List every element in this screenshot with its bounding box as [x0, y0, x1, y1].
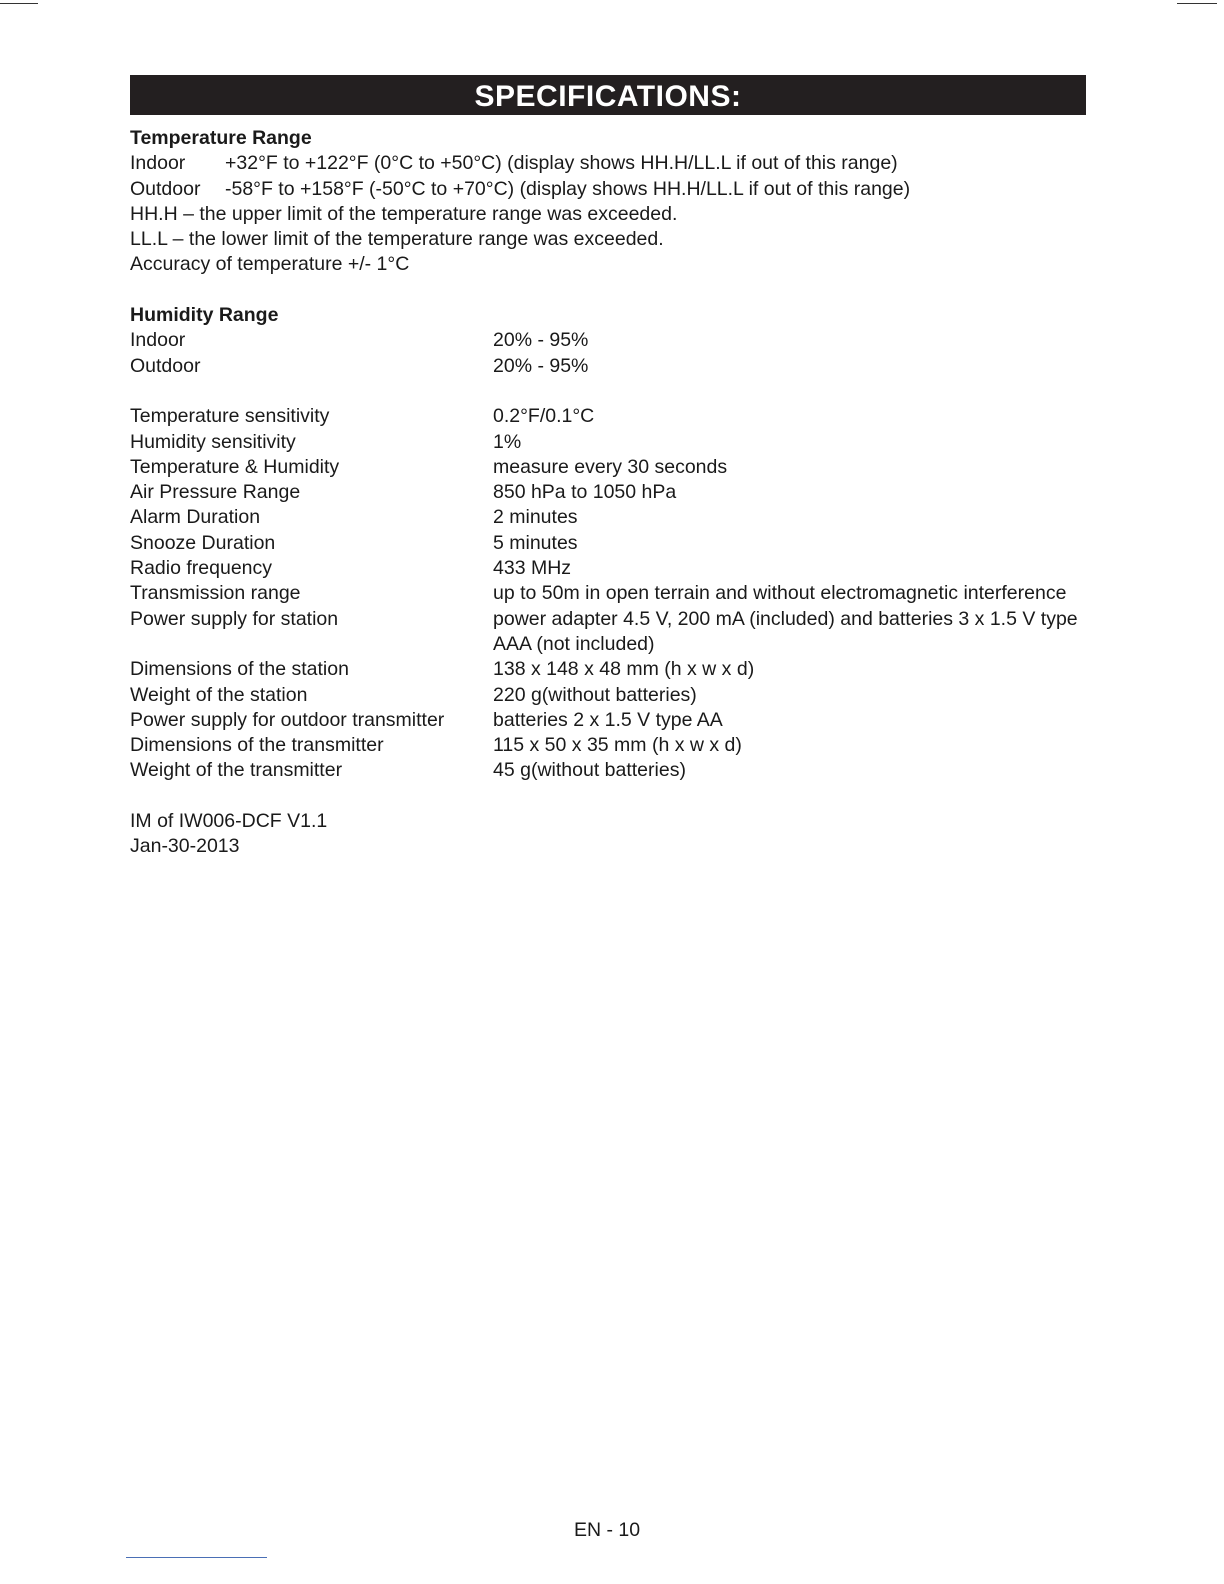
temperature-outdoor-value: -58°F to +158°F (-50°C to +70°C) (display shows HH.H/LL.L if out of this range) [225, 177, 911, 200]
spec-value: batteries 2 x 1.5 V type AA [493, 708, 723, 731]
temperature-accuracy: Accuracy of temperature +/- 1°C [130, 253, 410, 276]
spec-row [130, 607, 1090, 658]
spacer [130, 278, 1090, 303]
spec-label: Outdoor [130, 354, 201, 377]
spec-value: 433 MHz [493, 557, 572, 580]
spacer [130, 784, 1090, 809]
spec-value: 0.2°F/0.1°C [493, 405, 595, 428]
spec-row [130, 480, 1090, 505]
spec-label: Air Pressure Range [130, 481, 301, 504]
spec-label: Power supply for station [130, 607, 339, 630]
spec-row [130, 505, 1090, 530]
spec-label: Weight of the station [130, 683, 308, 706]
temperature-indoor-line [130, 151, 1090, 176]
spec-value: up to 50m in open terrain and without electromagnetic interference [493, 582, 1067, 605]
spec-row [130, 531, 1090, 556]
spec-value: 115 x 50 x 35 mm (h x w x d) [493, 734, 742, 757]
spec-value: 5 minutes [493, 531, 578, 554]
bottom-rule [126, 1557, 267, 1558]
humidity-row-outdoor [130, 354, 1090, 379]
spec-row [130, 683, 1090, 708]
spec-label: Temperature sensitivity [130, 405, 330, 428]
spec-value: 220 g(without batteries) [493, 683, 697, 706]
spec-label: Radio frequency [130, 557, 273, 580]
spec-value: 138 x 148 x 48 mm (h x w x d) [493, 658, 755, 681]
spec-label: Dimensions of the station [130, 658, 349, 681]
spec-value: measure every 30 seconds [493, 455, 728, 478]
temperature-indoor-label: Indoor [130, 152, 186, 175]
section-title: SPECIFICATIONS: [474, 80, 742, 113]
version-date: Jan-30-2013 [130, 835, 240, 858]
spec-row [130, 404, 1090, 429]
crop-mark-right [1177, 3, 1217, 4]
spec-label: Power supply for outdoor transmitter [130, 708, 445, 731]
spec-value: 45 g(without batteries) [493, 759, 686, 782]
spec-value: 850 hPa to 1050 hPa [493, 481, 677, 504]
version-line: IM of IW006-DCF V1.1 [130, 810, 328, 833]
temperature-outdoor-line [130, 177, 1090, 202]
page-number: EN - 10 [573, 1519, 641, 1541]
section-title-bar [130, 75, 1086, 115]
spec-row [130, 556, 1090, 581]
crop-mark-left [0, 3, 38, 4]
humidity-range-heading: Humidity Range [130, 304, 279, 327]
spec-row [130, 430, 1090, 455]
spec-row [130, 657, 1090, 682]
ll-note: LL.L – the lower limit of the temperature range was exceeded. [130, 228, 664, 251]
spec-value: 20% - 95% [493, 354, 589, 377]
temperature-outdoor-label: Outdoor [130, 177, 201, 200]
hh-note: HH.H – the upper limit of the temperature range was exceeded. [130, 202, 678, 225]
spec-row [130, 758, 1090, 783]
spec-label: Dimensions of the transmitter [130, 734, 384, 757]
spec-value: 1% [493, 430, 522, 453]
spec-row [130, 733, 1090, 758]
spec-value: 2 minutes [493, 506, 578, 529]
spec-row [130, 581, 1090, 606]
spec-label: Transmission range [130, 582, 301, 605]
spec-label: Indoor [130, 329, 186, 352]
spec-label: Humidity sensitivity [130, 430, 296, 453]
spec-row [130, 708, 1090, 733]
temperature-range-heading: Temperature Range [130, 127, 312, 149]
spec-value: 20% - 95% [493, 329, 589, 352]
spec-value: power adapter 4.5 V, 200 mA (included) and batteries 3 x 1.5 V type AAA (not included) [493, 607, 1078, 655]
spacer [130, 379, 1090, 404]
spec-label: Temperature & Humidity [130, 455, 340, 478]
spec-label: Alarm Duration [130, 506, 261, 529]
humidity-row-indoor [130, 328, 1090, 353]
spec-row [130, 455, 1090, 480]
spec-label: Snooze Duration [130, 531, 276, 554]
specifications-content [130, 126, 1090, 860]
temperature-indoor-value: +32°F to +122°F (0°C to +50°C) (display shows HH.H/LL.L if out of this range) [225, 152, 898, 175]
spec-label: Weight of the transmitter [130, 759, 343, 782]
